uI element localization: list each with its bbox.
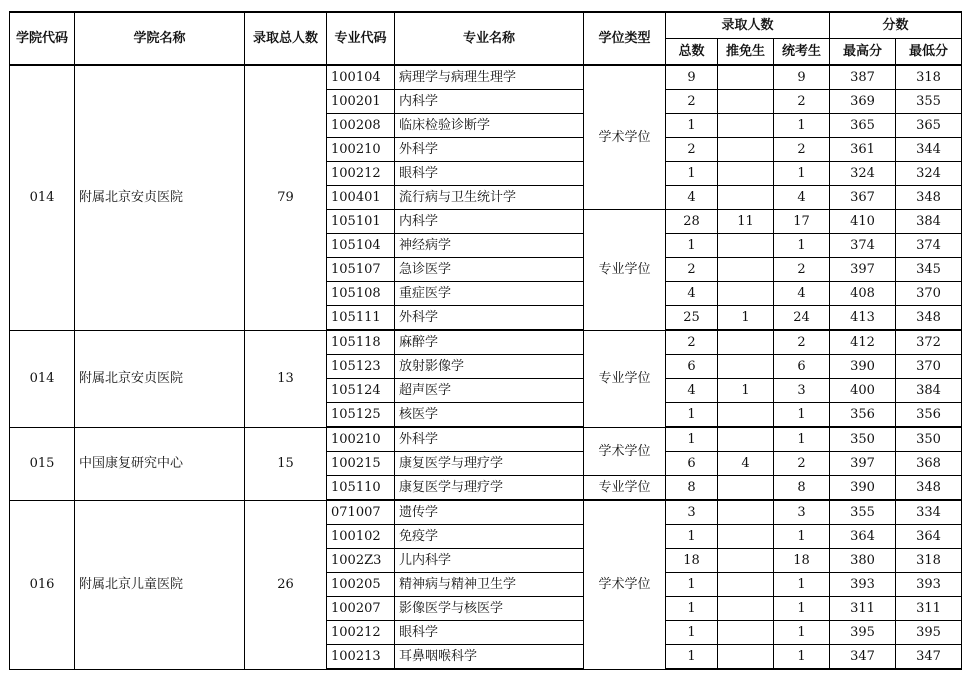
header-college-code: 学院代码 [10,12,75,65]
major-name-cell: 内科学 [395,210,584,234]
max-score-cell: 410 [830,210,896,234]
major-code-cell: 100208 [327,114,395,138]
total-cell: 1 [666,573,718,597]
recommended-cell [718,114,774,138]
total-cell: 25 [666,306,718,331]
degree-type-cell: 专业学位 [584,330,666,427]
total-admitted-cell: 15 [245,427,327,500]
college-code-cell: 016 [10,500,75,669]
max-score-cell: 365 [830,114,896,138]
min-score-cell: 372 [896,330,962,355]
min-score-cell: 356 [896,403,962,428]
college-name-cell: 附属北京儿童医院 [75,500,245,669]
total-cell: 1 [666,162,718,186]
degree-type-cell: 学术学位 [584,65,666,210]
min-score-cell: 355 [896,90,962,114]
header-major-code: 专业代码 [327,12,395,65]
recommended-cell: 4 [718,452,774,476]
major-code-cell: 100212 [327,621,395,645]
exam-cell: 2 [774,452,830,476]
min-score-cell: 368 [896,452,962,476]
major-code-cell: 105118 [327,330,395,355]
max-score-cell: 355 [830,500,896,525]
major-name-cell: 病理学与病理生理学 [395,65,584,90]
max-score-cell: 364 [830,525,896,549]
exam-cell: 3 [774,500,830,525]
major-name-cell: 免疫学 [395,525,584,549]
total-admitted-cell: 26 [245,500,327,669]
major-name-cell: 神经病学 [395,234,584,258]
total-cell: 4 [666,186,718,210]
max-score-cell: 367 [830,186,896,210]
max-score-cell: 413 [830,306,896,331]
major-code-cell: 1002Z3 [327,549,395,573]
degree-type-cell: 学术学位 [584,427,666,476]
table-body [10,65,962,669]
recommended-cell [718,525,774,549]
total-cell: 1 [666,525,718,549]
recommended-cell [718,186,774,210]
major-name-cell: 临床检验诊断学 [395,114,584,138]
major-code-cell: 105110 [327,476,395,501]
exam-cell: 3 [774,379,830,403]
exam-cell: 2 [774,138,830,162]
exam-cell: 2 [774,90,830,114]
max-score-cell: 397 [830,258,896,282]
major-code-cell: 100215 [327,452,395,476]
min-score-cell: 348 [896,186,962,210]
major-code-cell: 100104 [327,65,395,90]
exam-cell: 24 [774,306,830,331]
min-score-cell: 348 [896,306,962,331]
max-score-cell: 374 [830,234,896,258]
min-score-cell: 364 [896,525,962,549]
min-score-cell: 344 [896,138,962,162]
total-cell: 1 [666,621,718,645]
exam-cell: 1 [774,162,830,186]
admission-table [9,11,962,670]
max-score-cell: 412 [830,330,896,355]
major-code-cell: 105101 [327,210,395,234]
total-admitted-cell: 13 [245,330,327,427]
max-score-cell: 324 [830,162,896,186]
total-cell: 1 [666,403,718,428]
exam-cell: 4 [774,186,830,210]
major-code-cell: 105111 [327,306,395,331]
min-score-cell: 347 [896,645,962,670]
header-exam: 统考生 [774,39,830,66]
min-score-cell: 370 [896,355,962,379]
min-score-cell: 334 [896,500,962,525]
min-score-cell: 384 [896,210,962,234]
header-college-name: 学院名称 [75,12,245,65]
major-name-cell: 外科学 [395,427,584,452]
total-cell: 6 [666,452,718,476]
recommended-cell [718,234,774,258]
college-code-cell: 015 [10,427,75,500]
total-cell: 9 [666,65,718,90]
recommended-cell [718,355,774,379]
max-score-cell: 380 [830,549,896,573]
total-admitted-cell: 79 [245,65,327,330]
major-name-cell: 外科学 [395,138,584,162]
min-score-cell: 374 [896,234,962,258]
major-name-cell: 精神病与精神卫生学 [395,573,584,597]
recommended-cell [718,427,774,452]
min-score-cell: 318 [896,549,962,573]
header-score-group: 分数 [830,12,962,39]
college-name-cell: 附属北京安贞医院 [75,330,245,427]
major-code-cell: 100213 [327,645,395,670]
major-code-cell: 100201 [327,90,395,114]
total-cell: 2 [666,330,718,355]
max-score-cell: 393 [830,573,896,597]
major-name-cell: 影像医学与核医学 [395,597,584,621]
recommended-cell: 11 [718,210,774,234]
header-total-admitted: 录取总人数 [245,12,327,65]
major-code-cell: 100212 [327,162,395,186]
header-recommended: 推免生 [718,39,774,66]
recommended-cell: 1 [718,379,774,403]
major-name-cell: 康复医学与理疗学 [395,476,584,501]
recommended-cell [718,573,774,597]
major-code-cell: 105123 [327,355,395,379]
table-row [10,330,962,355]
major-name-cell: 放射影像学 [395,355,584,379]
major-name-cell: 眼科学 [395,621,584,645]
exam-cell: 1 [774,403,830,428]
major-code-cell: 105125 [327,403,395,428]
recommended-cell [718,549,774,573]
max-score-cell: 390 [830,355,896,379]
min-score-cell: 311 [896,597,962,621]
exam-cell: 9 [774,65,830,90]
total-cell: 1 [666,427,718,452]
exam-cell: 1 [774,525,830,549]
total-cell: 6 [666,355,718,379]
max-score-cell: 369 [830,90,896,114]
major-name-cell: 麻醉学 [395,330,584,355]
max-score-cell: 408 [830,282,896,306]
major-code-cell: 100207 [327,597,395,621]
exam-cell: 2 [774,330,830,355]
major-name-cell: 耳鼻咽喉科学 [395,645,584,670]
major-code-cell: 100401 [327,186,395,210]
exam-cell: 4 [774,282,830,306]
max-score-cell: 311 [830,597,896,621]
degree-type-cell: 学术学位 [584,500,666,669]
min-score-cell: 365 [896,114,962,138]
total-cell: 1 [666,234,718,258]
table-row [10,65,962,90]
major-name-cell: 重症医学 [395,282,584,306]
max-score-cell: 350 [830,427,896,452]
min-score-cell: 318 [896,65,962,90]
total-cell: 1 [666,114,718,138]
major-code-cell: 100210 [327,427,395,452]
major-code-cell: 105104 [327,234,395,258]
recommended-cell [718,90,774,114]
exam-cell: 1 [774,427,830,452]
max-score-cell: 347 [830,645,896,670]
header-major-name: 专业名称 [395,12,584,65]
college-name-cell: 中国康复研究中心 [75,427,245,500]
college-code-cell: 014 [10,330,75,427]
total-cell: 8 [666,476,718,501]
min-score-cell: 324 [896,162,962,186]
exam-cell: 17 [774,210,830,234]
recommended-cell [718,403,774,428]
max-score-cell: 390 [830,476,896,501]
exam-cell: 8 [774,476,830,501]
major-name-cell: 遗传学 [395,500,584,525]
max-score-cell: 356 [830,403,896,428]
exam-cell: 18 [774,549,830,573]
major-name-cell: 超声医学 [395,379,584,403]
degree-type-cell: 专业学位 [584,476,666,501]
major-name-cell: 流行病与卫生统计学 [395,186,584,210]
recommended-cell [718,476,774,501]
major-code-cell: 100205 [327,573,395,597]
recommended-cell [718,500,774,525]
exam-cell: 1 [774,114,830,138]
recommended-cell [718,621,774,645]
degree-type-cell: 专业学位 [584,210,666,331]
table-header [10,12,962,65]
college-name-cell: 附属北京安贞医院 [75,65,245,330]
max-score-cell: 387 [830,65,896,90]
recommended-cell: 1 [718,306,774,331]
exam-cell: 6 [774,355,830,379]
major-code-cell: 105107 [327,258,395,282]
min-score-cell: 395 [896,621,962,645]
total-cell: 2 [666,90,718,114]
min-score-cell: 393 [896,573,962,597]
header-degree-type: 学位类型 [584,12,666,65]
recommended-cell [718,597,774,621]
total-cell: 3 [666,500,718,525]
total-cell: 4 [666,282,718,306]
max-score-cell: 397 [830,452,896,476]
major-code-cell: 100210 [327,138,395,162]
major-name-cell: 眼科学 [395,162,584,186]
major-code-cell: 105124 [327,379,395,403]
major-name-cell: 急诊医学 [395,258,584,282]
total-cell: 18 [666,549,718,573]
min-score-cell: 350 [896,427,962,452]
table-row [10,500,962,525]
college-code-cell: 014 [10,65,75,330]
header-admitted-group: 录取人数 [666,12,830,39]
total-cell: 4 [666,379,718,403]
max-score-cell: 395 [830,621,896,645]
major-name-cell: 内科学 [395,90,584,114]
recommended-cell [718,330,774,355]
recommended-cell [718,138,774,162]
max-score-cell: 361 [830,138,896,162]
recommended-cell [718,645,774,670]
recommended-cell [718,162,774,186]
min-score-cell: 348 [896,476,962,501]
header-total: 总数 [666,39,718,66]
table-row [10,427,962,452]
min-score-cell: 384 [896,379,962,403]
total-cell: 2 [666,138,718,162]
exam-cell: 1 [774,234,830,258]
major-code-cell: 071007 [327,500,395,525]
min-score-cell: 345 [896,258,962,282]
exam-cell: 1 [774,621,830,645]
recommended-cell [718,65,774,90]
recommended-cell [718,282,774,306]
exam-cell: 1 [774,573,830,597]
exam-cell: 1 [774,597,830,621]
major-name-cell: 儿内科学 [395,549,584,573]
total-cell: 1 [666,645,718,670]
max-score-cell: 400 [830,379,896,403]
total-cell: 2 [666,258,718,282]
total-cell: 28 [666,210,718,234]
major-code-cell: 100102 [327,525,395,549]
major-name-cell: 康复医学与理疗学 [395,452,584,476]
min-score-cell: 370 [896,282,962,306]
major-code-cell: 105108 [327,282,395,306]
recommended-cell [718,258,774,282]
exam-cell: 2 [774,258,830,282]
major-name-cell: 核医学 [395,403,584,428]
exam-cell: 1 [774,645,830,670]
header-min-score: 最低分 [896,39,962,66]
major-name-cell: 外科学 [395,306,584,331]
total-cell: 1 [666,597,718,621]
header-max-score: 最高分 [830,39,896,66]
